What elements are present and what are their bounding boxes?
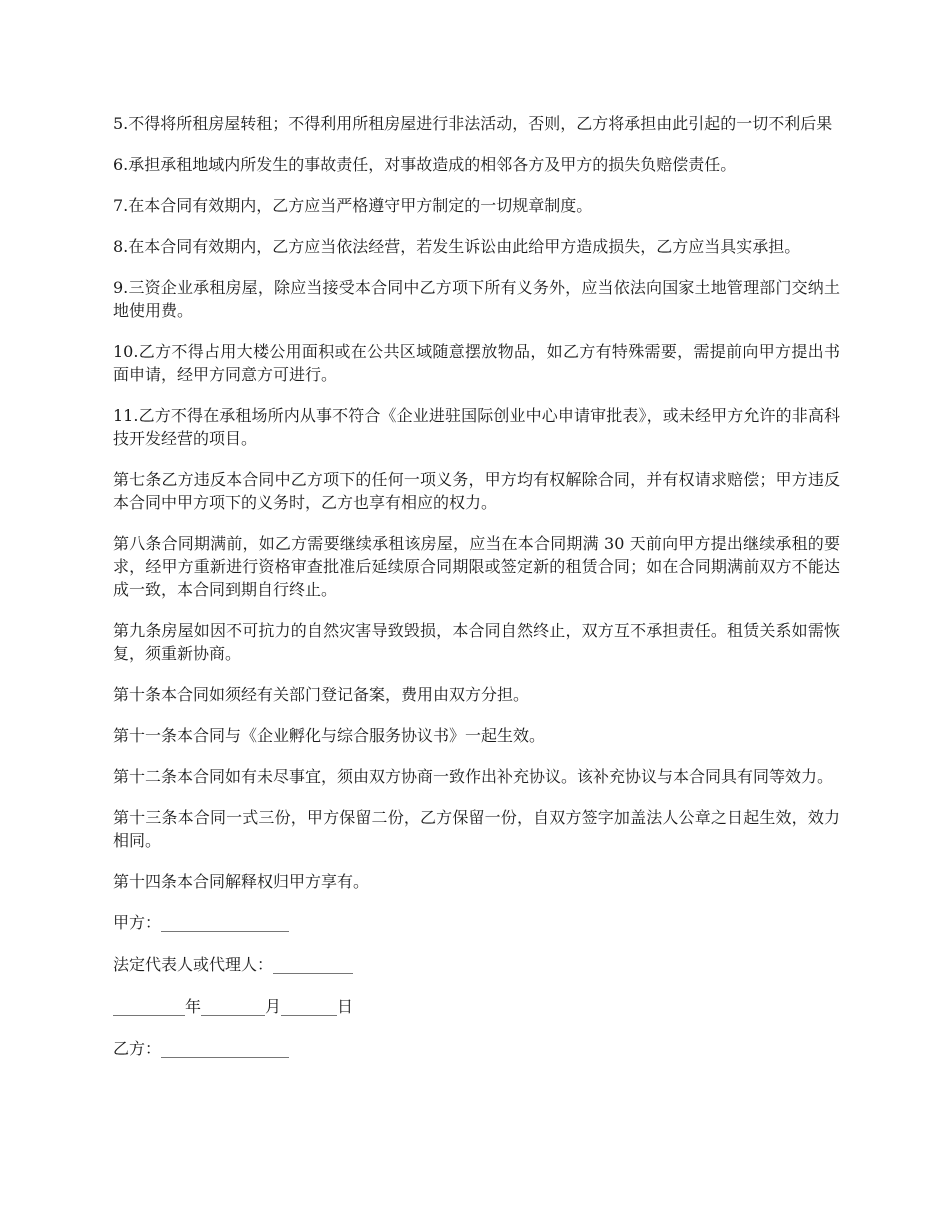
clause-8: 8.在本合同有效期内，乙方应当依法经营，若发生诉讼由此给甲方造成损失，乙方应当具实承担。 xyxy=(113,237,801,256)
article-10: 第十条本合同如须经有关部门登记备案，费用由双方分担。 xyxy=(113,685,530,704)
party-b-signature-line: 乙方：________________ xyxy=(113,1039,290,1058)
article-11: 第十一条本合同与《企业孵化与综合服务协议书》一起生效。 xyxy=(113,726,546,745)
representative-signature-line: 法定代表人或代理人：__________ xyxy=(113,955,354,974)
clause-6: 6.承担承租地域内所发生的事故责任，对事故造成的相邻各方及甲方的损失负赔偿责任。 xyxy=(113,155,737,174)
contract-body xyxy=(113,112,840,893)
clause-5: 5.不得将所租房屋转租；不得利用所租房屋进行非法活动，否则，乙方将承担由此引起的一切不利后果 xyxy=(113,114,833,133)
clause-7: 7.在本合同有效期内，乙方应当严格遵守甲方制定的一切规章制度。 xyxy=(113,196,593,215)
clause-11: 11.乙方不得在承租场所内从事不符合《企业进驻国际创业中心申请审批表》，或未经甲方允许的非高科技开发经营的项目。 xyxy=(113,406,840,448)
article-7: 第七条乙方违反本合同中乙方项下的任何一项义务，甲方均有权解除合同，并有权请求赔偿；甲方违反本合同中甲方项下的义务时，乙方也享有相应的权力。 xyxy=(113,470,840,512)
article-9: 第九条房屋如因不可抗力的自然灾害导致毁损，本合同自然终止，双方互不承担责任。租赁关系如需恢复，须重新协商。 xyxy=(113,621,840,663)
party-a-signature-line: 甲方：________________ xyxy=(113,913,290,932)
clause-10: 10.乙方不得占用大楼公用面积或在公共区域随意摆放物品，如乙方有特殊需要，需提前向甲方提出书面申请，经甲方同意方可进行。 xyxy=(113,342,840,384)
clause-9: 9.三资企业承租房屋，除应当接受本合同中乙方项下所有义务外，应当依法向国家土地管理部门交纳土地使用费。 xyxy=(113,278,840,320)
date-line: _________年________月_______日 xyxy=(113,997,354,1016)
article-13: 第十三条本合同一式三份，甲方保留二份，乙方保留一份，自双方签字加盖法人公章之日起生效，效力相同。 xyxy=(113,808,840,850)
article-14: 第十四条本合同解释权归甲方享有。 xyxy=(113,872,370,891)
signature-block xyxy=(113,911,840,1060)
article-8: 第八条合同期满前，如乙方需要继续承租该房屋，应当在本合同期满 30 天前向甲方提出继续承租的要求，经甲方重新进行资格审查批准后延续原合同期限或签定新的租赁合同；如在合同期满前双方不能达成一致，本合同到期自行终止。 xyxy=(113,534,840,599)
article-12: 第十二条本合同如有未尽事宜，须由双方协商一致作出补充协议。该补充协议与本合同具有同等效力。 xyxy=(113,767,834,786)
